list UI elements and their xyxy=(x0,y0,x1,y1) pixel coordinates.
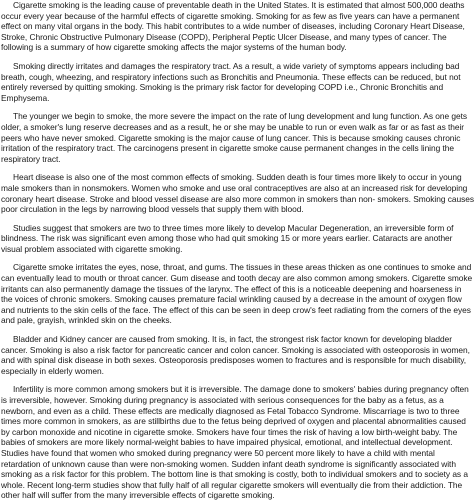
paragraph-mouth-skin: Cigarette smoke irritates the eyes, nose, throat, and gums. The tissues in these areas thicken as one continues to smoke and can eventually lead to mouth or throat cancer. Gum disease and tooth decay are also common among smokers. Cigarette smoke irritants can also permanently damage the tissues of the larynx. The effect of this is a noticeable deepening and hoarseness in the voices of chronic smokers. Smoking causes premature facial wrinkling caused by a decrease in the amount of oxygen flow and nutrients to the skin cells of the face. The effect of this can be seen in deep crow's feet radiating from the corners of the eyes and pale, grayish, wrinkled skin on the cheeks. xyxy=(1,262,473,326)
paragraph-heart-disease: Heart disease is also one of the most common effects of smoking. Sudden death is four times more likely to occur in young male smokers than in nonsmokers. Women who smoke and use oral contraceptives are also at an increased risk for developing coronary heart disease. Stroke and blood vessel disease are also more common in smokers than non- smokers. Smoking causes poor circulation in the legs by narrowing blood vessels that supply them with blood. xyxy=(1,172,474,215)
paragraph-lung-cancer: The younger we begin to smoke, the more severe the impact on the rate of lung development and lung function. As one gets older, a smoker's lung reserve decreases and as a result, he or she may be unable to run or even walk as far or as fast as their peers who have never smoked. Cigarette smoking is the major cause of lung cancer. This is because smoking causes chronic irritation of the respiratory tract. The carcinogens present in cigarette smoke cause permanent changes in the cells lining the respiratory tract. xyxy=(1,111,467,164)
paragraph-intro: Cigarette smoking is the leading cause of preventable death in the United States. It is estimated that almost 500,000 deaths occur every year because of the harmful effects of cigarette smoking. Smoking for as few as five years can have a permanent effect on many vital organs in the body. This habit contributes to a wide number of diseases, including Coronary Heart Disease, Stroke, Chronic Obstructive Pulmonary Disease (COPD), Peripheral Peptic Ulcer Disease, and many types of cancer. The following is a summary of how cigarette smoking affects the major systems of the human body. xyxy=(1,0,465,53)
paragraph-pregnancy: Infertility is more common among smokers but it is irreversible. The damage done to smokers' babies during pregnancy often is irreversible, however. Smoking during pregnancy is associated with serious consequences for the baby as a fetus, as a newborn, and even as a child. These effects are medically diagnosed as Fetal Tobacco Syndrome. Miscarriage is two to three times more common in smokers, as are stillbirths due to the fetus being deprived of oxygen and placental abnormalities caused by carbon monoxide and nicotine in cigarette smoke. Smokers have four times the risk of having a low birth-weight baby. The babies of smokers are more likely normal-weight babies to have impaired physical, emotional, and intellectual development. Studies have found that women who smoked during pregnancy were 50 percent more likely to have a child with mental retardation of unknown cause than were non-smoking women. Sudden infant death syndrome is significantly associated with smoking as a risk factor for this problem. The bottom line is that smoking is costly, both to individual smokers and to society as a whole. Recent long-term studies show that fully half of all regular cigarette smokers will eventually die from their addiction. The other half will suffer from the many irreversible effects of cigarette smoking. xyxy=(1,384,469,501)
paragraph-vision: Studies suggest that smokers are two to three times more likely to develop Macular Degeneration, an irreversible form of blindness. The risk was significant even among those who had quit smoking 15 or more years earlier. Cataracts are another visual problem associated with cigarette smoking. xyxy=(1,222,454,254)
paragraph-bladder-bones: Bladder and Kidney cancer are caused from smoking. It is, in fact, the strongest risk factor known for developing bladder cancer. Smoking is also a risk factor for pancreatic cancer and colon cancer. Smoking is associated with osteoporosis in women, and with spinal disk disease in both sexes. Osteoporosis predisposes women to fractures and is responsible for much disability, especially in elderly women. xyxy=(1,334,470,376)
paragraph-respiratory: Smoking directly irritates and damages the respiratory tract. As a result, a wide variety of symptoms appears including bad breath, cough, wheezing, and respiratory infections such as Bronchitis and Pneumonia. These effects can be reduced, but not entirely reversed by quitting smoking. Smoking is the primary risk factor for developing COPD i.e., Chronic Bronchitis and Emphysema. xyxy=(1,60,461,103)
